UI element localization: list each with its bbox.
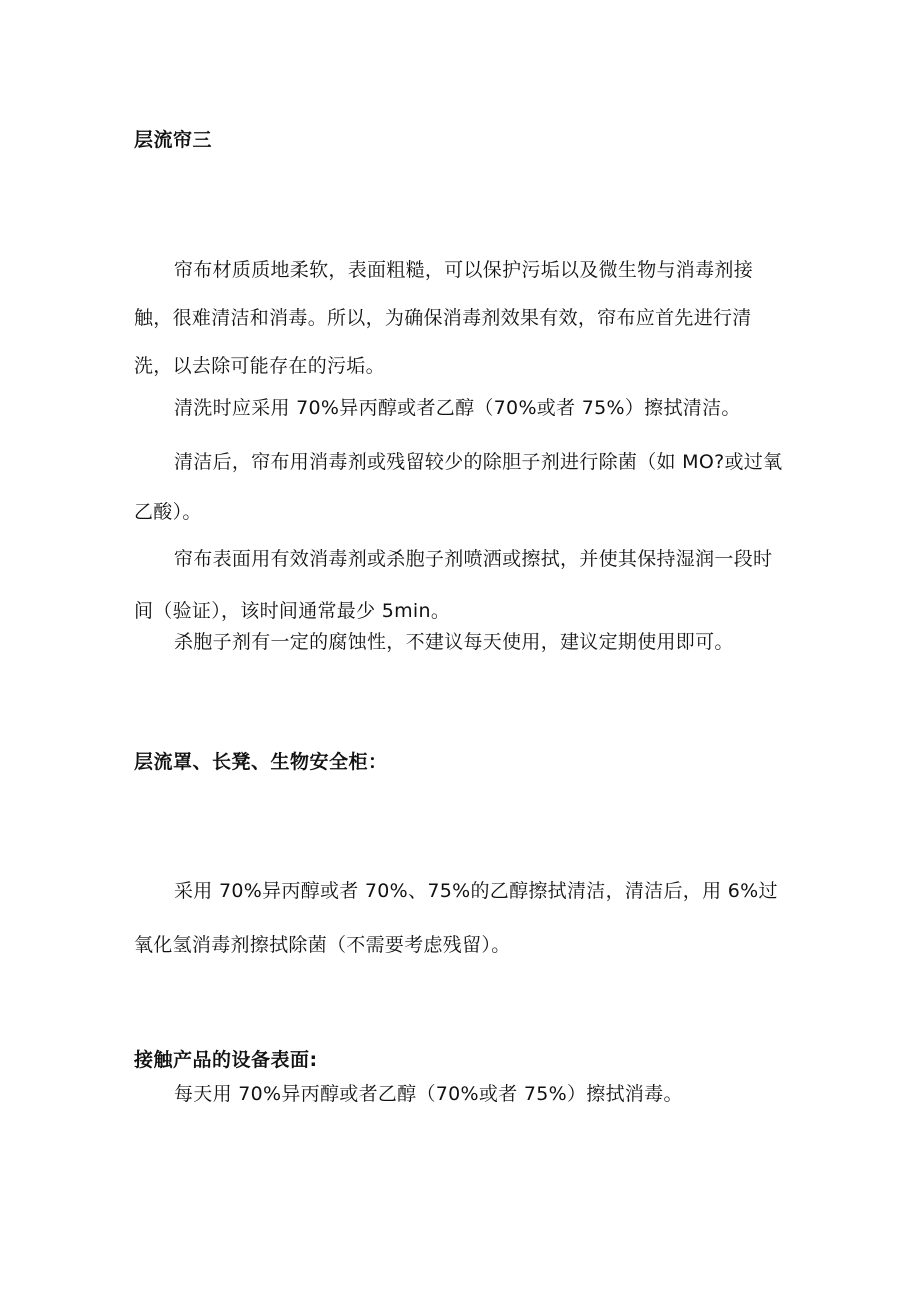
paragraph-daily-disinfection: 每天用 70%异丙醇或者乙醇（70%或者 75%）擦拭消毒。 [174, 1083, 683, 1105]
paragraph-hood-cleaning: 采用 70%异丙醇或者 70%、75%的乙醇擦拭清洁，清洁后，用 6%过氧化氢消毒剂擦拭除菌（不需要考虑残留）。 [134, 880, 778, 956]
paragraph-sporicide-application: 帘布表面用有效消毒剂或杀胞子剂喷洒或擦拭，并使其保持湿润一段时间（验证），该时间通常最少 5min。 [134, 548, 773, 622]
paragraph-sporicide-warning: 杀胞子剂有一定的腐蚀性，不建议每天使用，建议定期使用即可。 [174, 631, 734, 653]
paragraph-disinfection: 清洁后，帘布用消毒剂或残留较少的除胆子剂进行除菌（如 MO?或过氧乙酸）。 [134, 451, 783, 523]
section-heading-laminar-hood: 层流罩、长凳、生物安全柜： [134, 751, 388, 773]
paragraph-cleaning-agent: 清洗时应采用 70%异丙醇或者乙醇（70%或者 75%）擦拭清洁。 [174, 397, 741, 419]
paragraph-curtain-material: 帘布材质质地柔软，表面粗糙，可以保护污垢以及微生物与消毒剂接触，很难清洁和消毒。所以，为确保消毒剂效果有效，帘布应首先进行清洗，以去除可能存在的污垢。 [134, 259, 754, 377]
section-heading-product-contact-surfaces: 接触产品的设备表面: [134, 1049, 318, 1071]
section-heading-laminar-curtain: 层流帘三 [134, 129, 213, 151]
